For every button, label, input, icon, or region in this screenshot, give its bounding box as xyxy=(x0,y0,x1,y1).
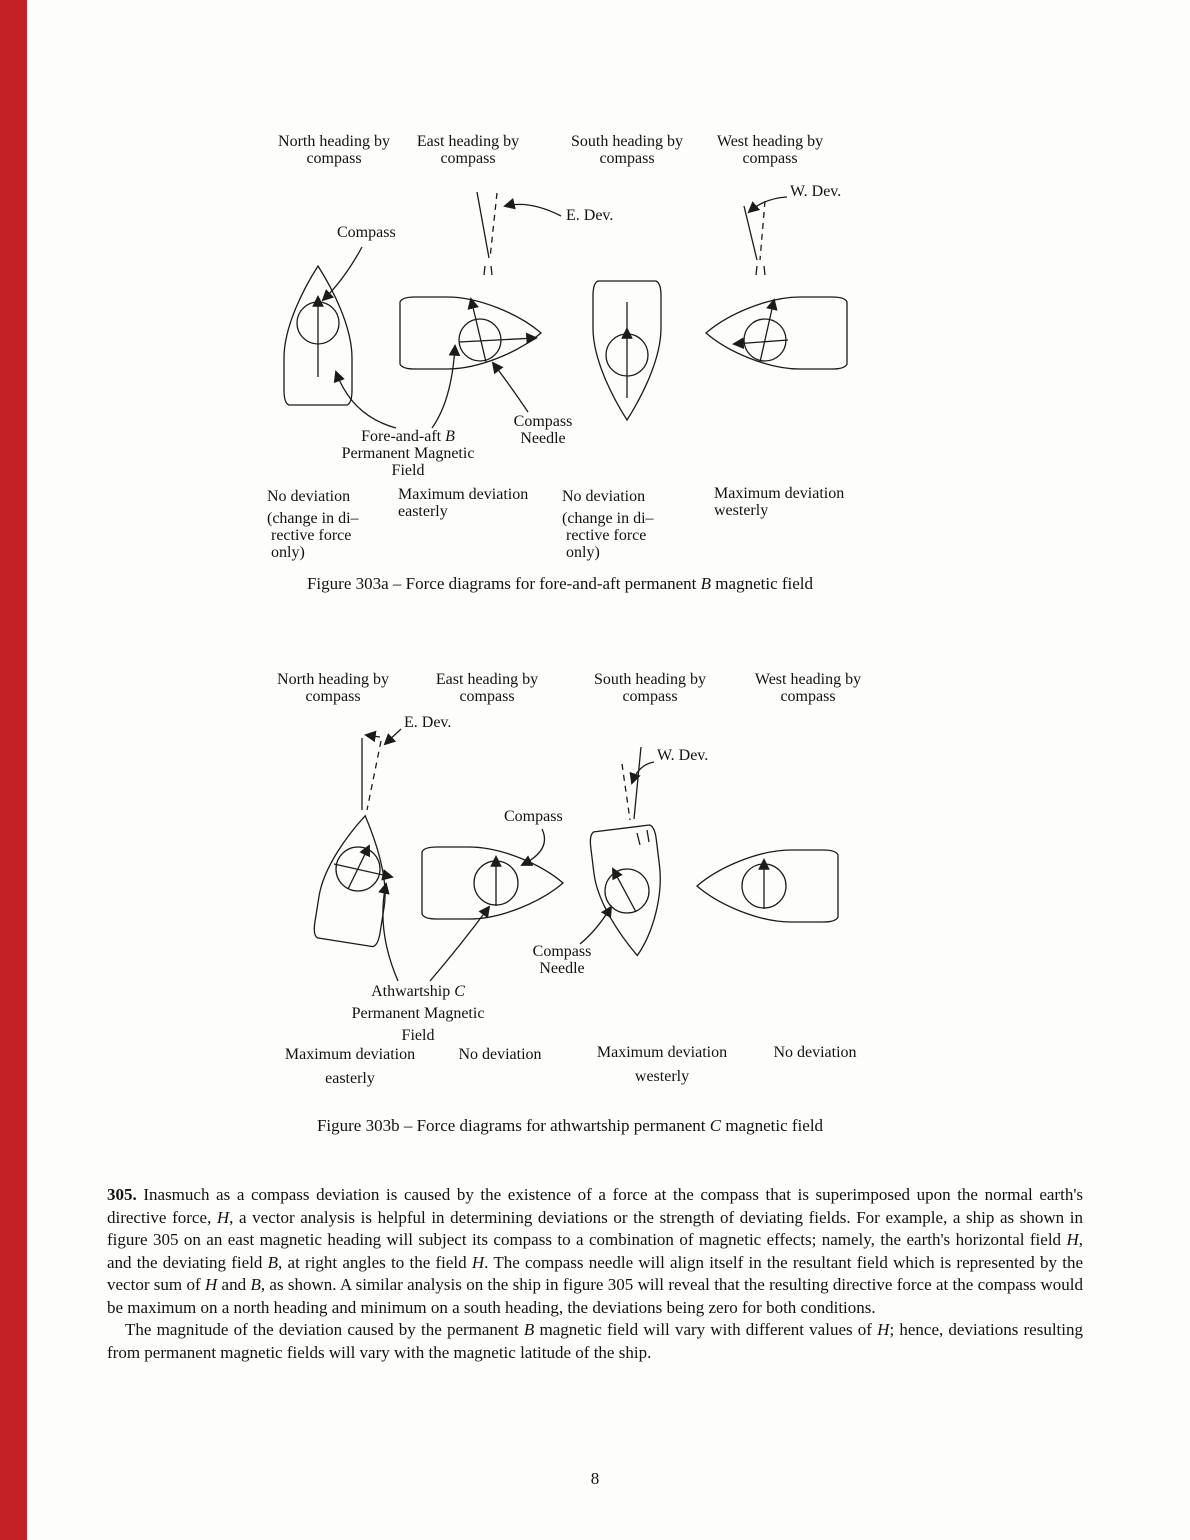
heading-line: East heading by xyxy=(416,133,520,150)
fig-b-ship-north xyxy=(313,735,398,947)
fig-a-heading-south xyxy=(571,133,683,167)
body-text xyxy=(107,1184,1083,1364)
heading-line: West heading by xyxy=(716,133,824,150)
fig-a-e-dev-label: E. Dev. xyxy=(566,207,614,224)
label-line: Athwartship C xyxy=(371,983,465,1000)
heading-line: compass xyxy=(305,688,361,705)
paragraph-305-continuation: The magnitude of the deviation caused by the permanent B magnetic field will vary with different values of H; hence, deviations resulting from permanent magnetic fields will vary with the magnetic latitude of the ship. xyxy=(107,1320,1083,1362)
fig-a-ship-east xyxy=(400,192,541,369)
result-line: westerly xyxy=(714,502,769,519)
fig-b-result-west xyxy=(773,1044,856,1061)
result-line: Maximum deviation xyxy=(284,1046,416,1063)
needle-arrow xyxy=(760,300,774,362)
deviation-dash xyxy=(647,830,649,842)
deviation-dash xyxy=(756,266,757,275)
fig-b-field-label xyxy=(352,981,485,1047)
result-line: only) xyxy=(271,544,305,561)
compass-circle xyxy=(605,869,649,913)
fig-b-result-north xyxy=(285,1046,415,1087)
result-line: No deviation xyxy=(562,488,646,505)
fig-b-caption: Figure 303b – Force diagrams for athwartship permanent C magnetic field xyxy=(316,1116,824,1135)
label-line: Permanent Magnetic xyxy=(351,1005,485,1022)
fig-b-w-dev-label: W. Dev. xyxy=(657,747,709,764)
paragraph-305: 305. Inasmuch as a compass deviation is caused by the existence of a force at the compass that is superimposed upon the normal earth's directive force, H, a vector analysis is helpful in determining deviations or the strength of deviating fields. For example, a ship as shown in figure 305 on an east magnetic heading will subject its compass to a combination of magnetic effects; namely, the earth's horizontal field H, and the deviating field B, at right angles to the field H. The compass needle will align itself in the resultant field which is represented by the vector sum of H and B, as shown. A similar analysis on the ship in figure 305 will reveal that the resulting directive force at the compass would be maximum on a north heading and minimum on a south heading, the deviations being zero for both conditions. xyxy=(107,1185,1084,1317)
fore-aft-field-leader-arrow xyxy=(336,372,396,428)
deviation-dash xyxy=(764,266,765,275)
result-line: Maximum deviation xyxy=(714,485,845,502)
athwartship-field-leader-arrow xyxy=(430,907,489,981)
e-dev-leader-arrow xyxy=(385,729,401,744)
ship-hull xyxy=(589,824,670,959)
heading-line: compass xyxy=(742,150,798,167)
deviation-dash xyxy=(491,266,492,275)
fig-b-compass-label: Compass xyxy=(504,808,563,825)
needle-arrow xyxy=(471,299,486,362)
result-line: only) xyxy=(566,544,600,561)
result-line: rective force xyxy=(566,527,647,544)
fig-a-field-label xyxy=(342,428,475,479)
fig-b-ship-west xyxy=(697,850,838,922)
ship-hull xyxy=(697,850,838,922)
fig-b-e-dev-label: E. Dev. xyxy=(404,714,452,731)
fig-a-result-north xyxy=(267,488,359,561)
result-line: easterly xyxy=(398,503,448,520)
compass-needle-leader-arrow xyxy=(493,363,528,412)
deviation-dash xyxy=(484,266,485,275)
deviation-line-dashed xyxy=(367,741,381,810)
label-line: Needle xyxy=(520,430,566,447)
fig-b-result-south xyxy=(597,1044,727,1085)
page-number: 8 xyxy=(590,1469,600,1488)
heading-line: compass xyxy=(459,688,515,705)
deviation-arrow xyxy=(366,735,380,737)
compass-leader-arrow xyxy=(323,247,362,300)
fig-b-heading-west xyxy=(755,671,861,705)
fore-aft-field-leader-arrow xyxy=(432,346,455,428)
fig-b-compass-needle-label xyxy=(533,943,592,977)
needle-arrow xyxy=(613,869,636,912)
label-line: Needle xyxy=(539,960,585,977)
heading-line: South heading by xyxy=(571,133,683,150)
heading-line: compass xyxy=(780,688,836,705)
heading-line: compass xyxy=(622,688,678,705)
fig-a-result-west xyxy=(714,485,844,519)
deviation-line-dashed xyxy=(760,201,765,260)
fig-a-compass-needle-label xyxy=(514,413,573,447)
fig-b-heading-north xyxy=(277,671,389,705)
fig-a-heading-east xyxy=(417,133,519,167)
fig-b-heading-south xyxy=(594,671,706,705)
label-line: Field xyxy=(391,462,425,479)
fig-a-result-south xyxy=(562,488,654,561)
fig-a-w-dev-label: W. Dev. xyxy=(790,183,842,200)
result-line: (change in di– xyxy=(267,510,359,527)
field-arrow xyxy=(459,338,536,342)
w-dev-leader-arrow xyxy=(749,197,787,212)
deviation-line-solid xyxy=(744,206,757,260)
label-line: Fore-and-aft B xyxy=(361,428,455,445)
compass-needle-leader-arrow xyxy=(580,907,611,944)
heading-line: West heading by xyxy=(754,671,862,688)
fig-b-result-east xyxy=(458,1046,541,1063)
fig-a-ship-south xyxy=(593,281,661,420)
heading-line: compass xyxy=(599,150,655,167)
heading-line: compass xyxy=(440,150,496,167)
deviation-line-dashed xyxy=(622,764,630,820)
heading-line: North heading by xyxy=(278,133,390,150)
fig-a-compass-label: Compass xyxy=(337,224,396,241)
result-line: Maximum deviation xyxy=(596,1044,728,1061)
result-line: No deviation xyxy=(267,488,351,505)
fig-a-ship-west xyxy=(706,201,847,369)
fig-b-heading-east xyxy=(436,671,538,705)
heading-line: East heading by xyxy=(435,671,539,688)
result-line: (change in di– xyxy=(562,510,654,527)
fig-a-heading-north xyxy=(278,133,390,167)
field-arrow xyxy=(734,340,788,344)
heading-line: South heading by xyxy=(594,671,706,688)
result-line: easterly xyxy=(325,1070,375,1087)
deviation-line-solid xyxy=(477,192,489,258)
label-line: Permanent Magnetic xyxy=(341,445,475,462)
ship-hull xyxy=(422,847,563,919)
label-line: Field xyxy=(401,1027,435,1044)
fig-a-result-east xyxy=(398,486,528,520)
deviation-dash xyxy=(637,833,640,845)
deviation-line-solid xyxy=(634,747,641,819)
deviation-line-dashed xyxy=(490,193,497,258)
fig-b-ship-east xyxy=(422,847,563,919)
e-dev-leader-arrow xyxy=(505,204,561,216)
label-line: Compass xyxy=(532,943,592,960)
fig-b-ship-south xyxy=(589,747,670,960)
fig-a-heading-west xyxy=(717,133,823,167)
heading-line: North heading by xyxy=(277,671,389,688)
result-line: No deviation xyxy=(458,1046,542,1063)
result-line: westerly xyxy=(634,1068,690,1085)
result-line: rective force xyxy=(271,527,352,544)
w-dev-leader-arrow xyxy=(632,762,654,783)
heading-line: compass xyxy=(306,150,362,167)
result-line: No deviation xyxy=(773,1044,857,1061)
fig-a-caption: Figure 303a – Force diagrams for fore-and-aft permanent B magnetic field xyxy=(306,574,814,593)
result-line: Maximum deviation xyxy=(398,486,529,503)
ship-hull xyxy=(313,811,398,948)
label-line: Compass xyxy=(513,413,573,430)
